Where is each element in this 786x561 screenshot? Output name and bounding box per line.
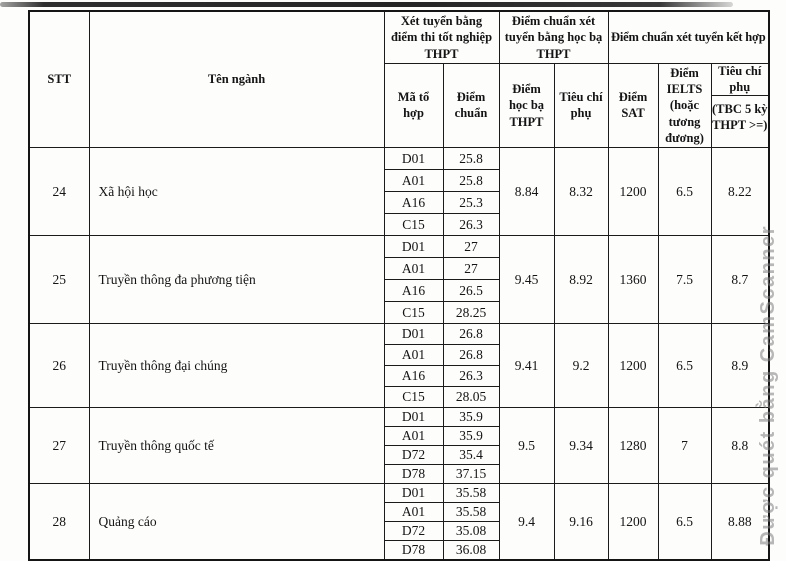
- hocba-tieuchi-cell: 8.32: [554, 148, 608, 236]
- hocba-score-cell: 9.45: [499, 236, 554, 324]
- combo-score-cell: 25.8: [443, 170, 499, 192]
- kethop-tieuchi-cell: 8.8: [711, 408, 769, 484]
- combo-score-cell: 35.9: [443, 408, 499, 427]
- kethop-tieuchi-cell: 8.7: [711, 236, 769, 324]
- combo-score-cell: 25.3: [443, 192, 499, 214]
- table-row: [29, 408, 769, 427]
- combo-code-cell: C15: [384, 302, 443, 324]
- hocba-score-cell: 9.4: [499, 484, 554, 561]
- combo-score-cell: 26.3: [443, 366, 499, 387]
- combo-code-cell: A16: [384, 192, 443, 214]
- combo-score-cell: 26.8: [443, 324, 499, 345]
- ielts-score-cell: 6.5: [658, 484, 711, 561]
- combo-code-cell: D01: [384, 148, 443, 170]
- combo-code-cell: A01: [384, 170, 443, 192]
- combo-score-cell: 37.15: [443, 465, 499, 484]
- header-group-xet-tuyen-thpt: Xét tuyển bằng điểm thi tốt nghiệp THPT: [384, 11, 499, 63]
- program-name-cell: Quảng cáo: [89, 484, 384, 561]
- combo-code-cell: A16: [384, 366, 443, 387]
- header-ma-to-hop: Mã tổ hợp: [384, 63, 443, 147]
- combo-score-cell: 26.5: [443, 280, 499, 302]
- table-row: [29, 148, 769, 170]
- combo-code-cell: C15: [384, 387, 443, 408]
- ielts-score-cell: 6.5: [658, 148, 711, 236]
- table-header: [29, 11, 769, 148]
- kethop-tieuchi-cell: 8.22: [711, 148, 769, 236]
- combo-code-cell: A16: [384, 280, 443, 302]
- header-stt: STT: [29, 11, 89, 148]
- stt-cell: 24: [29, 148, 89, 236]
- header-tieu-chi-phu-label: Tiêu chí phụ: [712, 64, 769, 96]
- table-row: [29, 324, 769, 345]
- header-diem-chuan: Điểm chuẩn: [443, 63, 499, 147]
- sat-score-cell: 1200: [608, 324, 658, 408]
- sat-score-cell: 1200: [608, 148, 658, 236]
- header-diem-ielts: Điểm IELTS (hoặc tương đương): [658, 63, 711, 147]
- table-row: [29, 236, 769, 258]
- hocba-score-cell: 9.41: [499, 324, 554, 408]
- header-group-row: [29, 11, 769, 63]
- combo-score-cell: 27: [443, 236, 499, 258]
- stt-cell: 28: [29, 484, 89, 561]
- table-body: [29, 148, 769, 561]
- combo-score-cell: 36.08: [443, 541, 499, 561]
- stt-cell: 27: [29, 408, 89, 484]
- combo-code-cell: A01: [384, 427, 443, 446]
- combo-score-cell: 35.4: [443, 446, 499, 465]
- program-name-cell: Truyền thông đa phương tiện: [89, 236, 384, 324]
- header-group-ket-hop: Điểm chuẩn xét tuyển kết hợp: [608, 11, 769, 63]
- header-ten-nganh: Tên ngành: [89, 11, 384, 148]
- admission-scores-table: [28, 10, 770, 561]
- combo-score-cell: 27: [443, 258, 499, 280]
- stt-cell: 25: [29, 236, 89, 324]
- program-name-cell: Xã hội học: [89, 148, 384, 236]
- header-diem-sat: Điểm SAT: [608, 63, 658, 147]
- combo-score-cell: 35.58: [443, 484, 499, 503]
- header-group-hoc-ba: Điểm chuẩn xét tuyển bằng học bạ THPT: [499, 11, 608, 63]
- hocba-tieuchi-cell: 8.92: [554, 236, 608, 324]
- combo-score-cell: 35.9: [443, 427, 499, 446]
- scan-artifact-line: [0, 2, 733, 7]
- combo-code-cell: D78: [384, 465, 443, 484]
- combo-code-cell: D01: [384, 484, 443, 503]
- hocba-score-cell: 8.84: [499, 148, 554, 236]
- combo-code-cell: D01: [384, 324, 443, 345]
- program-name-cell: Truyền thông quốc tế: [89, 408, 384, 484]
- header-tieu-chi-phu-hoc-ba: Tiêu chí phụ: [554, 63, 608, 147]
- stt-cell: 26: [29, 324, 89, 408]
- combo-score-cell: 26.3: [443, 214, 499, 236]
- combo-code-cell: D01: [384, 236, 443, 258]
- combo-code-cell: A01: [384, 503, 443, 522]
- kethop-tieuchi-cell: 8.9: [711, 324, 769, 408]
- combo-code-cell: D78: [384, 541, 443, 561]
- combo-score-cell: 26.8: [443, 345, 499, 366]
- sat-score-cell: 1360: [608, 236, 658, 324]
- ielts-score-cell: 6.5: [658, 324, 711, 408]
- combo-score-cell: 35.58: [443, 503, 499, 522]
- combo-code-cell: D01: [384, 408, 443, 427]
- combo-code-cell: A01: [384, 345, 443, 366]
- combo-score-cell: 28.25: [443, 302, 499, 324]
- header-tieu-chi-phu-ket-hop: [711, 63, 769, 147]
- hocba-tieuchi-cell: 9.16: [554, 484, 608, 561]
- hocba-tieuchi-cell: 9.34: [554, 408, 608, 484]
- sat-score-cell: 1280: [608, 408, 658, 484]
- table-row: [29, 484, 769, 503]
- hocba-score-cell: 9.5: [499, 408, 554, 484]
- combo-code-cell: D72: [384, 522, 443, 541]
- combo-code-cell: A01: [384, 258, 443, 280]
- combo-code-cell: C15: [384, 214, 443, 236]
- ielts-score-cell: 7: [658, 408, 711, 484]
- camscanner-watermark: Được quét bằng CamScanner: [757, 225, 779, 546]
- hocba-tieuchi-cell: 9.2: [554, 324, 608, 408]
- combo-score-cell: 28.05: [443, 387, 499, 408]
- sat-score-cell: 1200: [608, 484, 658, 561]
- header-tbc-label: (TBC 5 kỳ THPT >=): [711, 101, 768, 132]
- header-diem-hoc-ba-thpt: Điểm học bạ THPT: [499, 63, 554, 147]
- program-name-cell: Truyền thông đại chúng: [89, 324, 384, 408]
- combo-code-cell: D72: [384, 446, 443, 465]
- combo-score-cell: 35.08: [443, 522, 499, 541]
- kethop-tieuchi-cell: 8.88: [711, 484, 769, 561]
- ielts-score-cell: 7.5: [658, 236, 711, 324]
- combo-score-cell: 25.8: [443, 148, 499, 170]
